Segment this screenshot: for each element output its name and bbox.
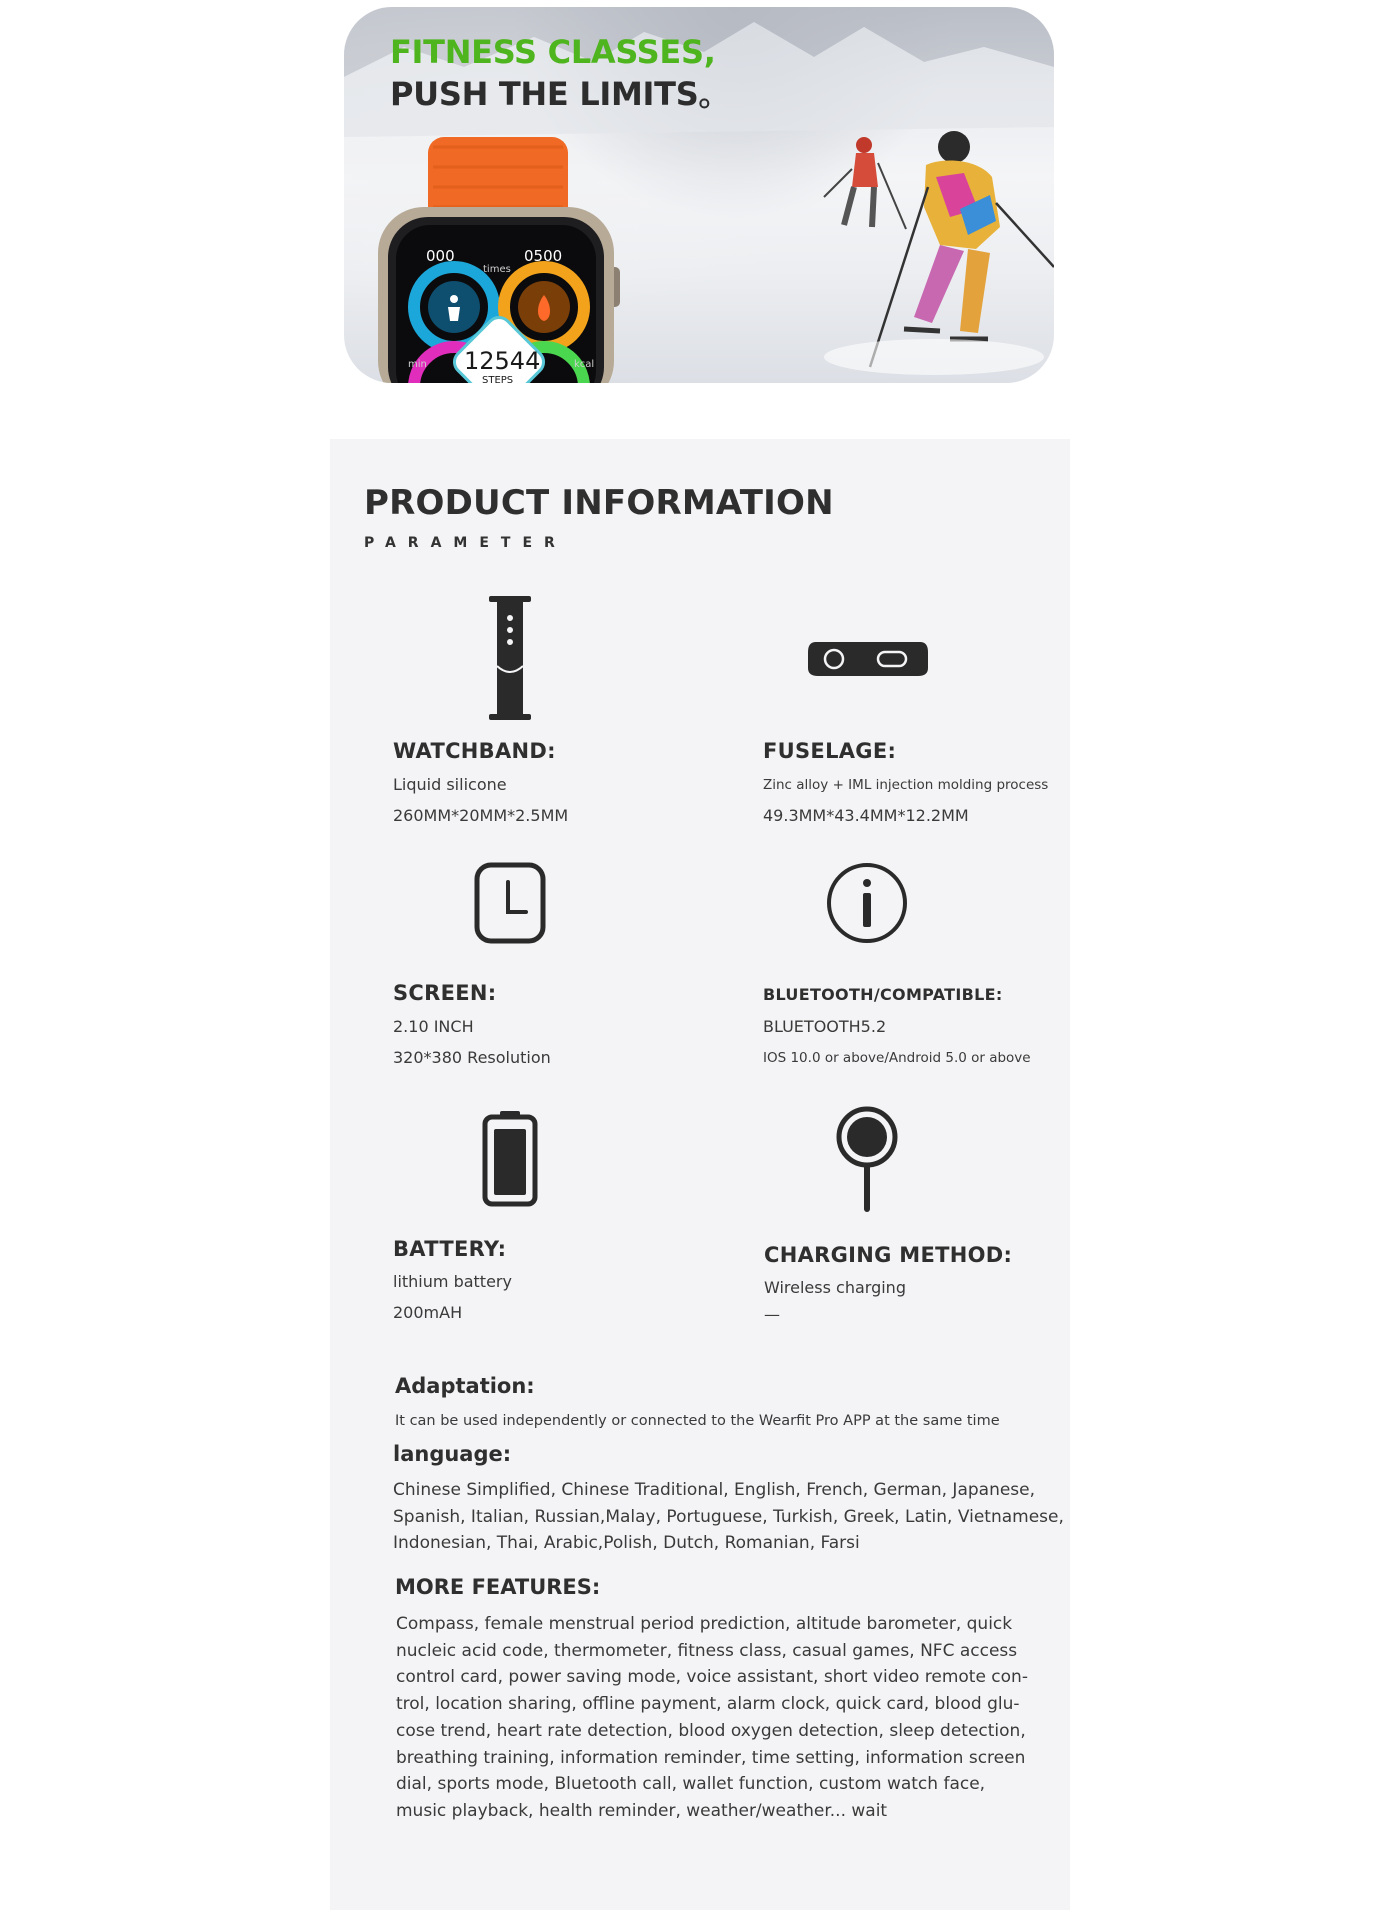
spec-title-battery: BATTERY:: [393, 1237, 507, 1261]
watch-steps-value: 12544: [464, 347, 541, 375]
feature-line: Compass, female menstrual period prediction, altitude barometer, quick: [396, 1614, 1013, 1634]
spec-title-fuselage: FUSELAGE:: [763, 739, 897, 763]
hero-title-line1: FITNESS CLASSES,: [390, 33, 716, 71]
spec-title-charging: CHARGING METHOD:: [764, 1243, 1013, 1267]
spec-fuselage-line2: 49.3MM*43.4MM*12.2MM: [763, 806, 969, 825]
hero-title-line2: PUSH THE LIMITS。: [390, 75, 731, 113]
charger-icon: [836, 1106, 898, 1212]
language-title: language:: [393, 1442, 512, 1466]
spec-title-watchband: WATCHBAND:: [393, 739, 556, 763]
spec-watchband-line1: Liquid silicone: [393, 775, 507, 794]
spec-battery-line2: 200mAH: [393, 1303, 463, 1322]
feature-line: breathing training, information reminder, time setting, information screen: [396, 1747, 1026, 1768]
feature-line: music playback, health reminder, weather/weather... wait: [396, 1800, 888, 1821]
spec-battery-line1: lithium battery: [393, 1272, 512, 1291]
spec-bluetooth-line1: BLUETOOTH5.2: [763, 1017, 887, 1036]
watchband-icon: [487, 596, 533, 720]
feature-line: trol, location sharing, offline payment, alarm clock, quick card, blood glu-: [396, 1694, 1020, 1715]
fuselage-icon: [808, 642, 928, 676]
hero-title: [390, 31, 730, 115]
adaptation-title: Adaptation:: [395, 1374, 535, 1398]
watch-center-label: times: [483, 264, 511, 275]
spec-bluetooth-line2: IOS 10.0 or above/Android 5.0 or above: [763, 1050, 1031, 1066]
feature-line: control card, power saving mode, voice assistant, short video remote con-: [396, 1667, 1028, 1688]
watch-right-metric: 0500: [524, 247, 563, 265]
product-info-panel: [330, 439, 1070, 1910]
features-title: MORE FEATURES:: [395, 1575, 601, 1599]
spec-screen-line2: 320*380 Resolution: [393, 1048, 551, 1067]
watch-left-metric: 000: [426, 247, 455, 265]
smartwatch-image: [378, 137, 648, 386]
watch-steps-label: STEPS: [482, 375, 514, 386]
spec-watchband-line2: 260MM*20MM*2.5MM: [393, 806, 569, 825]
feature-line: cose trend, heart rate detection, blood oxygen detection, sleep detection,: [396, 1720, 1026, 1741]
skiers-image: [764, 117, 1054, 383]
language-line: Indonesian, Thai, Arabic,Polish, Dutch, Romanian, Farsi: [393, 1533, 860, 1554]
info-icon: [825, 861, 909, 945]
hero-banner: [344, 7, 1054, 386]
language-list: [393, 1477, 1064, 1557]
feature-line: dial, sports mode, Bluetooth call, wallet function, custom watch face,: [396, 1774, 986, 1795]
spec-title-screen: SCREEN:: [393, 981, 497, 1005]
language-line: Chinese Simplified, Chinese Traditional, English, French, German, Japanese,: [393, 1480, 1036, 1500]
spec-fuselage-line1: Zinc alloy + IML injection molding process: [763, 777, 1049, 793]
watch-right-unit: kcal: [574, 359, 595, 370]
battery-icon: [482, 1111, 538, 1207]
product-info-title: PRODUCT INFORMATION: [364, 483, 834, 523]
language-line: Spanish, Italian, Russian,Malay, Portuguese, Turkish, Greek, Latin, Vietnamese,: [393, 1506, 1064, 1527]
spec-screen-line1: 2.10 INCH: [393, 1017, 474, 1036]
spec-charging-line1: Wireless charging: [764, 1278, 906, 1297]
product-info-subtitle: PARAMETER: [364, 535, 567, 551]
clock-icon: [474, 862, 546, 944]
watch-left-unit: min: [408, 359, 427, 370]
features-list: [396, 1611, 1028, 1825]
feature-line: nucleic acid code, thermometer, fitness class, casual games, NFC access: [396, 1640, 1018, 1661]
adaptation-text: It can be used independently or connected to the Wearfit Pro APP at the same time: [395, 1413, 1000, 1429]
spec-title-bluetooth: BLUETOOTH/COMPATIBLE:: [763, 985, 1003, 1004]
spec-charging-line2: —: [764, 1305, 780, 1324]
